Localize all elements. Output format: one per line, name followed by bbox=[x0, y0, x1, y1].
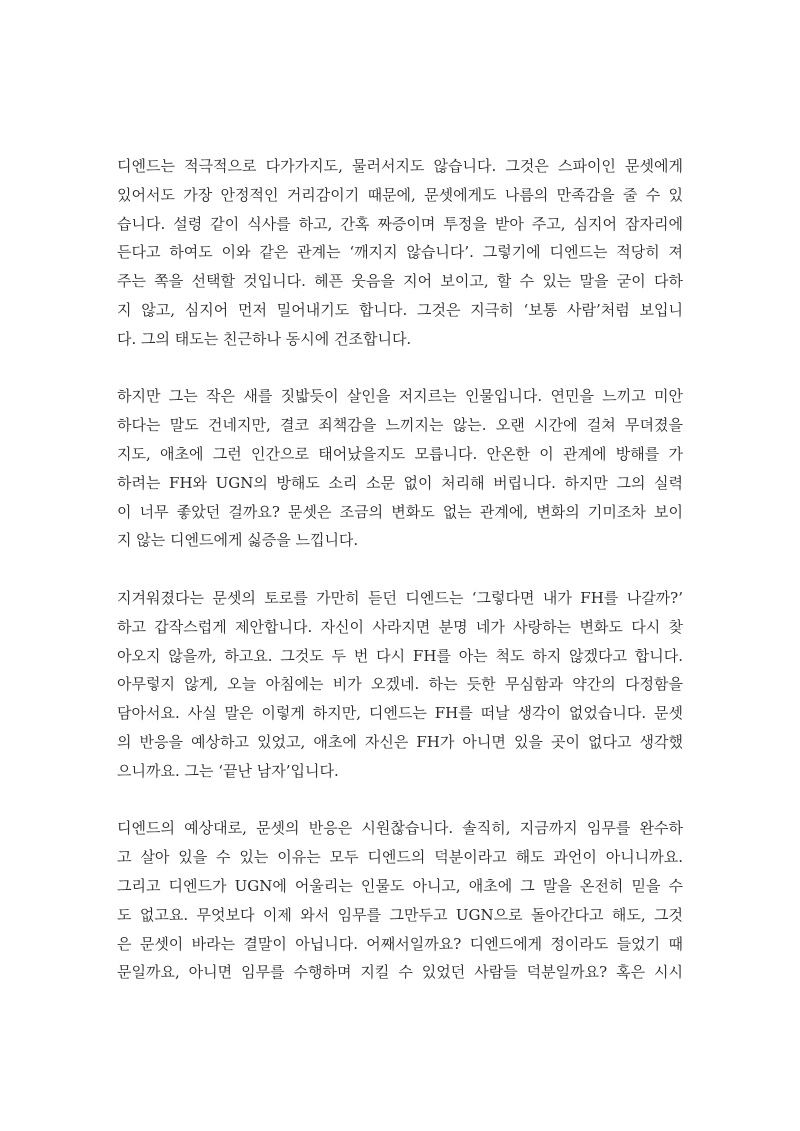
text-line: 주는 쪽을 선택할 것입니다. 헤픈 웃음을 지어 보이고, 할 수 있는 말을 굳이 다하 bbox=[117, 272, 683, 291]
paragraph-2 bbox=[117, 382, 683, 555]
text-line: 그리고 디엔드가 UGN에 어울리는 인물도 아니고, 애초에 그 말을 온전히 믿을 수 bbox=[117, 876, 683, 895]
text-line: 하지만 그는 작은 새를 짓밟듯이 살인을 저지르는 인물입니다. 연민을 느끼고 미안 bbox=[117, 387, 683, 406]
text-line: 하다는 말도 건네지만, 결코 죄책감을 느끼지는 않는. 오랜 시간에 걸쳐 무뎌졌을 bbox=[117, 416, 683, 435]
paragraph-1 bbox=[117, 152, 683, 354]
paragraph-4 bbox=[117, 814, 683, 987]
text-line: 아오지 않을까, 하고요. 그것도 두 번 다시 FH를 아는 척도 하지 않겠다고 합니다. bbox=[117, 646, 683, 665]
text-line: 아무렇지 않게, 오늘 아침에는 비가 오겠네. 하는 듯한 무심함과 약간의 다정함을 bbox=[117, 675, 683, 694]
text-line: 으니까요. 그는 ‘끝난 남자’입니다. bbox=[117, 761, 339, 780]
text-line: 디엔드의 예상대로, 문셋의 반응은 시원찮습니다. 솔직히, 지금까지 임무를 완수하 bbox=[117, 819, 683, 838]
text-line: 지겨워졌다는 문셋의 토로를 가만히 듣던 디엔드는 ‘그렇다면 내가 FH를 나갈까?’ bbox=[117, 588, 683, 607]
text-line: 든다고 하여도 이와 같은 관계는 ‘깨지지 않습니다’. 그렇기에 디엔드는 적당히 져 bbox=[117, 243, 683, 262]
document-body bbox=[117, 152, 683, 1016]
text-line: 하려는 FH와 UGN의 방해도 소리 소문 없이 처리해 버립니다. 하지만 그의 실력 bbox=[117, 473, 683, 492]
text-line: 다. 그의 태도는 친근하나 동시에 건조합니다. bbox=[117, 329, 412, 348]
paragraph-3 bbox=[117, 584, 683, 786]
text-line: 디엔드는 적극적으로 다가가지도, 물러서지도 않습니다. 그것은 스파이인 문셋에게 bbox=[117, 157, 683, 175]
text-line: 지도, 애초에 그런 인간으로 태어났을지도 모릅니다. 안온한 이 관계에 방해를 가 bbox=[117, 444, 683, 463]
text-line: 의 반응을 예상하고 있었고, 애초에 자신은 FH가 아니면 있을 곳이 없다고 생각했 bbox=[117, 732, 683, 751]
text-line: 문일까요, 아니면 임무를 수행하며 지킬 수 있었던 사람들 덕분일까요? 혹은 시시 bbox=[117, 963, 683, 982]
text-line: 있어서도 가장 안정적인 거리감이기 때문에, 문셋에게도 나름의 만족감을 줄 수 있 bbox=[117, 185, 683, 204]
text-line: 고 살아 있을 수 있는 이유는 모두 디엔드의 덕분이라고 해도 과언이 아니니까요. bbox=[117, 848, 683, 867]
text-line: 하고 갑작스럽게 제안합니다. 자신이 사라지면 분명 네가 사랑하는 변화도 다시 찾 bbox=[117, 617, 683, 636]
text-line: 도 없고요. 무엇보다 이제 와서 임무를 그만두고 UGN으로 돌아간다고 해도, 그것 bbox=[117, 905, 683, 924]
text-line: 지 않고, 심지어 먼저 밀어내기도 합니다. 그것은 지극히 ‘보통 사람’처럼 보입니 bbox=[117, 300, 683, 319]
text-line: 이 너무 좋았던 걸까요? 문셋은 조금의 변화도 없는 관계에, 변화의 기미조차 보이 bbox=[117, 502, 683, 521]
text-line: 은 문셋이 바라는 결말이 아닙니다. 어째서일까요? 디엔드에게 정이라도 들었기 때 bbox=[117, 934, 683, 953]
text-line: 습니다. 설령 같이 식사를 하고, 간혹 짜증이며 투정을 받아 주고, 심지어 잠자리에 bbox=[117, 214, 683, 233]
text-line: 지 않는 디엔드에게 싫증을 느낍니다. bbox=[117, 531, 359, 550]
text-line: 담아서요. 사실 말은 이렇게 하지만, 디엔드는 FH를 떠날 생각이 없었습니다. 문셋 bbox=[117, 704, 683, 723]
